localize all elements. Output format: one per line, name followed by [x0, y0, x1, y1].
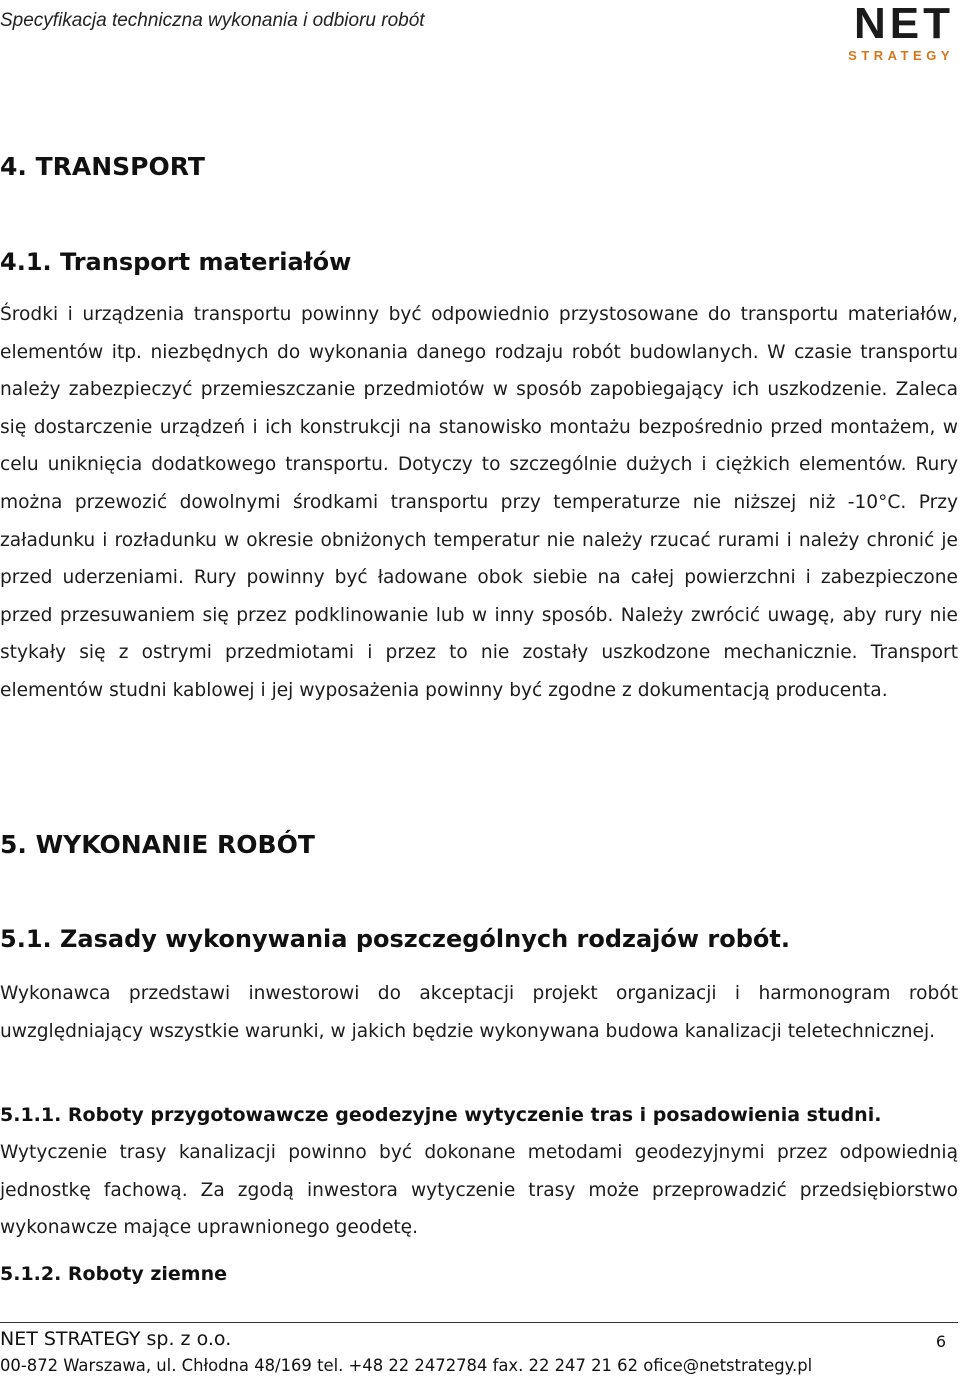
- section-5-heading: 5. WYKONANIE ROBÓT: [0, 830, 315, 859]
- page-number: 6: [935, 1332, 946, 1351]
- section-4-1-heading: 4.1. Transport materiałów: [0, 248, 352, 276]
- document-header-title: Specyfikacja techniczna wykonania i odbioru robót: [0, 10, 425, 31]
- section-5-1-1-paragraph: Wytyczenie trasy kanalizacji powinno być dokonane metodami geodezyjnymi przez odpowiednią jednostkę fachową. Za zgodą inwestora wytyczenie trasy może przeprowadzić przedsiębiorstwo wykonawcze mające uprawnionego geodetę.: [0, 1142, 958, 1239]
- footer-company-name: NET STRATEGY sp. z o.o.: [0, 1328, 232, 1350]
- logo-strategy-text: STRATEGY: [848, 48, 954, 63]
- footer-address: 00-872 Warszawa, ul. Chłodna 48/169 tel. +48 22 2472784 fax. 22 247 21 62 ofice@netstrategy.pl: [0, 1356, 813, 1375]
- section-5-1-heading: 5.1. Zasady wykonywania poszczególnych rodzajów robót.: [0, 925, 791, 953]
- section-5-1-1-heading: 5.1.1. Roboty przygotowawcze geodezyjne wytyczenie tras i posadowienia studni.: [0, 1104, 882, 1126]
- section-5-1-2-heading: 5.1.2. Roboty ziemne: [0, 1263, 228, 1285]
- section-4-1-paragraph: Środki i urządzenia transportu powinny być odpowiednio przystosowane do transportu materiałów, elementów itp. niezbędnych do wykonania danego rodzaju robót budowlanych. W czasie transportu należy zabezpieczyć przemieszczanie przedmiotów w sposób zapobiegający ich uszkodzenie. Zaleca się dostarczenie urządzeń i ich konstrukcji na stanowisko montażu bezpośrednio przed montażem, w celu uniknięcia dodatkowego transportu. Dotyczy to szczególnie dużych i ciężkich elementów. Rury można przewozić dowolnymi środkami transportu przy temperaturze nie niższej niż -10°C. Przy załadunku i rozładunku w okresie obniżonych temperatur nie należy rzucać rurami i należy chronić je przed uderzeniami. Rury powinny być ładowane obok siebie na całej powierzchni i zabezpieczone przed przesuwaniem się przez podklinowanie lub w inny sposób. Należy zwrócić uwagę, aby rury nie stykały się z ostrymi przedmiotami i przez to nie zostały uszkodzone mechanicznie. Transport elementów studni kablowej i jej wyposażenia powinny być zgodne z dokumentacją producenta.: [0, 304, 958, 701]
- section-5-1-paragraph: Wykonawca przedstawi inwestorowi do akceptacji projekt organizacji i harmonogram robót uwzględniający wszystkie warunki, w jakich będzie wykonywana budowa kanalizacji teletechnicznej.: [0, 983, 958, 1042]
- footer-divider: [0, 1322, 958, 1323]
- logo-net-text: NET: [854, 0, 954, 48]
- section-4-heading: 4. TRANSPORT: [0, 152, 205, 181]
- company-logo: [842, 2, 954, 64]
